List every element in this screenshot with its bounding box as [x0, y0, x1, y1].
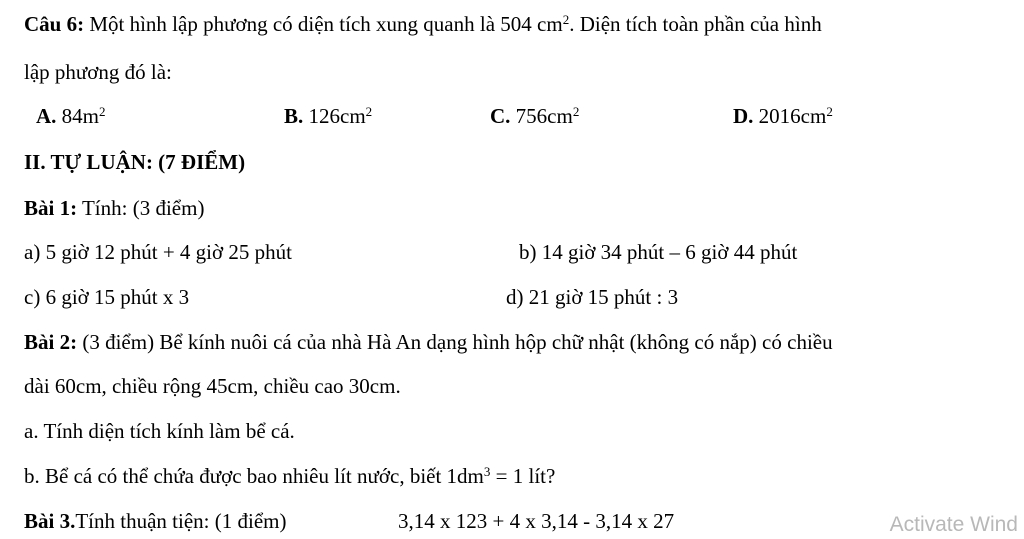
option-c-sup: 2 [572, 103, 580, 119]
option-a-key: A. [36, 104, 57, 128]
question-6-text: Một hình lập phương có diện tích xung quanh là 504 cm [89, 12, 563, 36]
bai-2-heading [24, 330, 833, 355]
question-6 [24, 12, 822, 37]
question-6-text-after: . Diện tích toàn phần của hình [569, 12, 822, 36]
option-c [490, 104, 579, 129]
bai-1-c: c) 6 giờ 15 phút x 3 [24, 285, 190, 309]
bai-1-b: b) 14 giờ 34 phút – 6 giờ 44 phút [519, 240, 798, 264]
option-b-sup: 2 [365, 103, 373, 119]
option-c-key: C. [490, 104, 511, 128]
option-d-value: 2016cm [758, 104, 827, 128]
option-a-value: 84m [61, 104, 100, 128]
option-c-value: 756cm [515, 104, 573, 128]
bai-1-d: d) 21 giờ 15 phút : 3 [506, 285, 679, 309]
question-6-label: Câu 6: [24, 12, 85, 36]
question-6-sup: 2 [562, 11, 570, 27]
bai-3-expression: 3,14 x 123 + 4 x 3,14 - 3,14 x 27 [398, 509, 675, 533]
bai-2-b-after: = 1 lít? [490, 464, 556, 488]
bai-3-label: Bài 3. [24, 509, 76, 533]
option-b [284, 104, 372, 129]
section-2-title: II. TỰ LUẬN: (7 ĐIỂM) [24, 150, 246, 174]
option-d-sup: 2 [826, 103, 833, 119]
option-b-value: 126cm [308, 104, 366, 128]
bai-1-heading [24, 196, 204, 221]
bai-2-line2: dài 60cm, chiều rộng 45cm, chiều cao 30cm. [24, 374, 401, 398]
bai-2-a: a. Tính diện tích kính làm bể cá. [24, 419, 295, 443]
bai-1-text: Tính: (3 điểm) [77, 196, 205, 220]
option-d [733, 104, 833, 129]
activate-windows-watermark: Activate Wind [889, 513, 1018, 536]
option-d-key: D. [733, 104, 754, 128]
bai-2-b-text: b. Bể cá có thể chứa được bao nhiêu lít nước, biết 1dm [24, 464, 484, 488]
question-6-line2: lập phương đó là: [24, 60, 172, 84]
bai-2-text: (3 điểm) Bể kính nuôi cá của nhà Hà An dạng hình hộp chữ nhật (không có nắp) có chiều [77, 330, 833, 354]
option-b-key: B. [284, 104, 304, 128]
bai-2-b-sup: 3 [483, 463, 491, 479]
bai-1-a: a) 5 giờ 12 phút + 4 giờ 25 phút [24, 240, 292, 264]
option-a [36, 104, 106, 129]
bai-2-b [24, 464, 555, 489]
option-a-sup: 2 [99, 103, 106, 119]
bai-3-text: Tính thuận tiện: (1 điểm) [75, 509, 287, 533]
bai-1-label: Bài 1: [24, 196, 78, 220]
bai-3-heading [24, 509, 286, 534]
bai-2-label: Bài 2: [24, 330, 78, 354]
